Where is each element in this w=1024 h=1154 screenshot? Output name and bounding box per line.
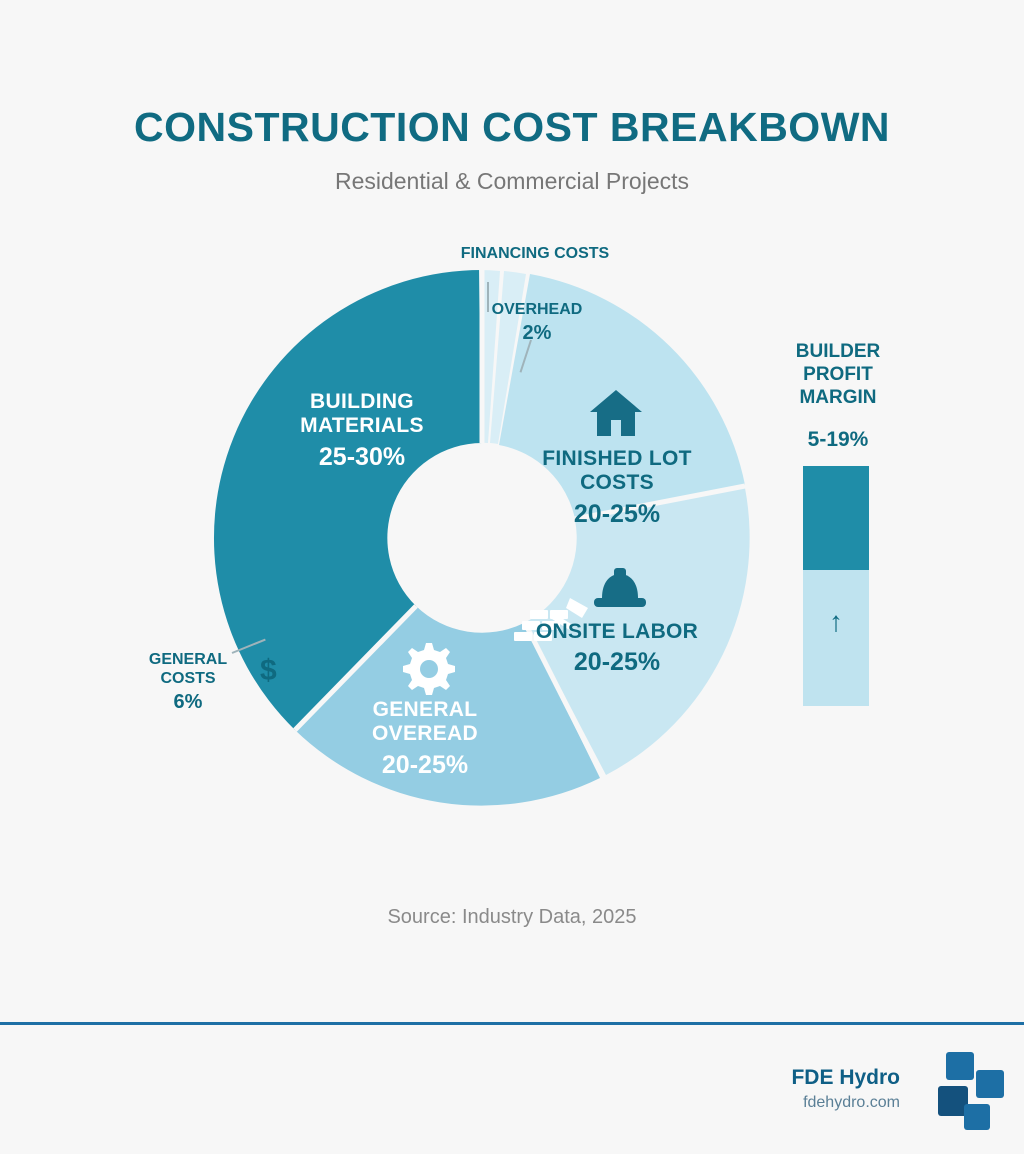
profit-margin-bar-fill: [803, 466, 869, 570]
profit-margin-title-line3: MARGIN: [799, 387, 877, 409]
slice-label-onsite-labor-name: ONSITE LABOR: [535, 620, 699, 643]
donut-chart: [212, 268, 752, 808]
source-note: Source: Industry Data, 2025: [387, 906, 637, 928]
slice-label-finished-lot-costs: [527, 447, 707, 529]
slice-label-onsite-labor: [527, 620, 707, 677]
callout-general-costs: [128, 650, 248, 714]
profit-margin-bar: [803, 466, 869, 706]
page-title: CONSTRUCTION COST BREAKBOWN: [133, 104, 891, 150]
brand-url[interactable]: fdehydro.com: [803, 1094, 900, 1111]
profit-margin-title: [772, 340, 904, 410]
slice-label-building-materials: [272, 390, 452, 472]
slice-label-general-overead-name: GENERAL OVEREAD: [372, 698, 478, 746]
profit-margin-value: 5-19%: [807, 428, 869, 451]
slice-label-onsite-labor-value: 20-25%: [573, 648, 661, 677]
gear-icon: [403, 643, 455, 695]
profit-margin-title-line1: BUILDER: [795, 341, 881, 362]
callout-general-costs-label: GENERAL COSTS: [148, 651, 228, 688]
slice-label-general-overead-value: 20-25%: [381, 750, 469, 779]
callout-overhead-label: OVERHEAD: [491, 301, 583, 318]
slice-label-finished-lot-costs-value: 20-25%: [573, 499, 661, 528]
arrow-up-icon: ↑: [829, 606, 843, 637]
dollar-icon: $: [260, 654, 277, 687]
slice-label-building-materials-value: 25-30%: [318, 442, 406, 471]
slice-label-general-overead: [335, 698, 515, 780]
profit-margin-title-line2: PROFIT: [803, 364, 873, 386]
callout-financing-costs: [455, 244, 615, 263]
callout-financing-costs-label: FINANCING COSTS: [460, 245, 610, 262]
brand-name: FDE Hydro: [791, 1066, 900, 1089]
callout-overhead: [462, 300, 612, 345]
callout-overhead-value: 2%: [522, 322, 552, 345]
squares-logo-icon: [912, 1052, 1004, 1134]
slice-label-finished-lot-costs-name: FINISHED LOT COSTS: [542, 447, 692, 495]
footer-divider: [0, 1022, 1024, 1025]
page-subtitle: Residential & Commercial Projects: [334, 168, 690, 194]
callout-general-costs-value: 6%: [173, 691, 203, 714]
slice-label-building-materials-name: BUILDING MATERIALS: [300, 390, 424, 438]
